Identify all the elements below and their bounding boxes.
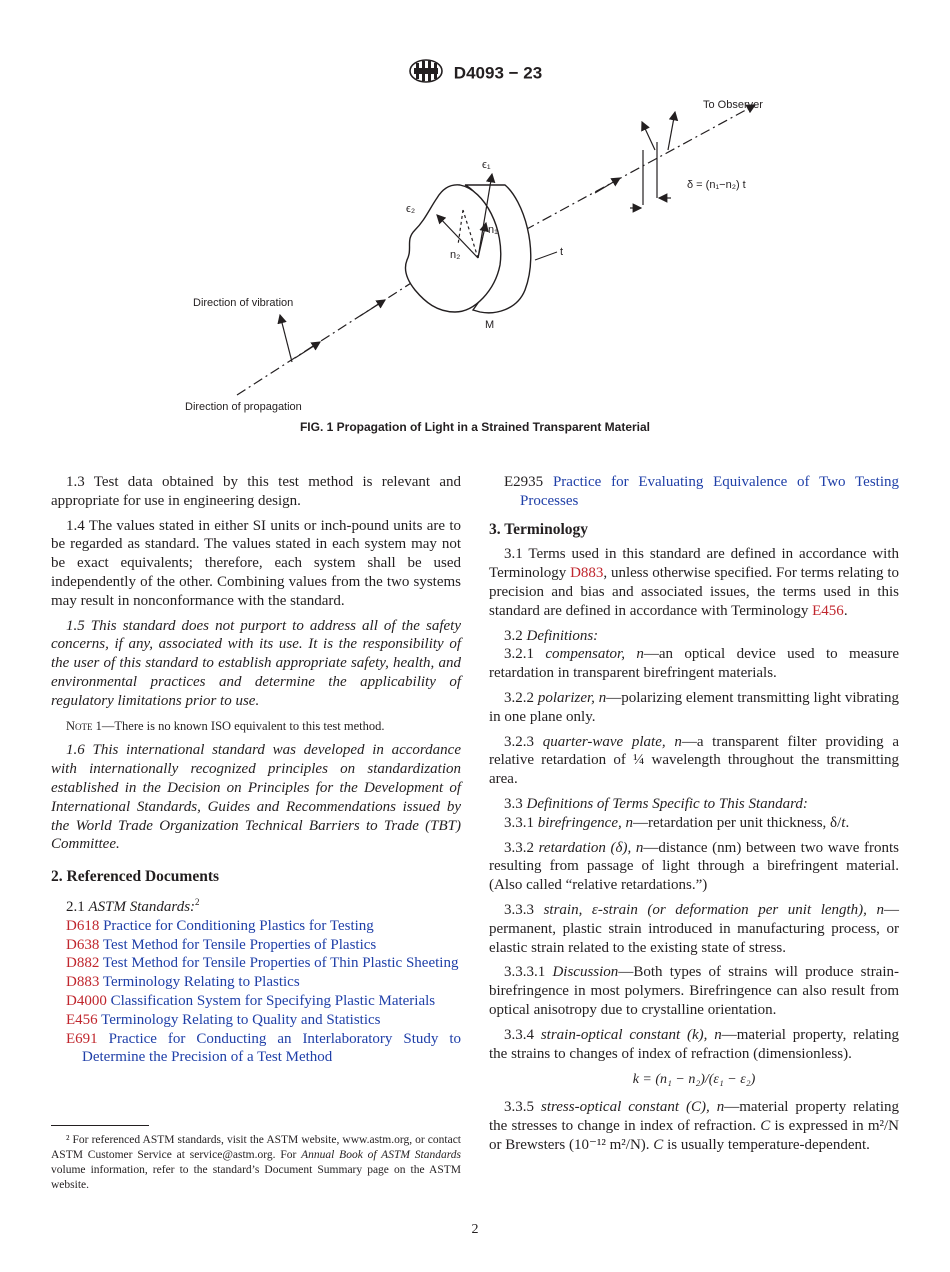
def-3-3-1: 3.3.1 birefringence, n—retardation per unit thickness, δ/t.: [504, 814, 850, 831]
note-label: Note 1: [66, 718, 102, 733]
label-eps1: ϵ₁: [482, 159, 491, 171]
reference-item[interactable]: D4000 Classification System for Specifying Plastic Materials: [66, 992, 436, 1009]
specimen-disk: [405, 185, 530, 313]
para-2-1: 2.1 ASTM Standards:$^2$: [66, 896, 200, 915]
reference-item[interactable]: D882 Test Method for Tensile Properties of Thin Plastic Sheeting: [66, 955, 459, 972]
def-3-3-5: 3.3.5 stress-optical constant (C), n—material property relating the stresses to change in index of refraction. C is expressed in m²/N or Brewsters (10⁻¹² m²/N). C is usually temperature-dependent.: [489, 1099, 900, 1153]
para-3-3: 3.3 Definitions of Terms Specific to This Standard:: [504, 795, 808, 812]
label-m: M: [485, 319, 495, 331]
label-n2: n₂: [450, 249, 461, 261]
designation: D4093 − 23: [453, 63, 543, 83]
para-1-3: 1.3 Test data obtained by this test method is relevant and appropriate for use in engineering design.: [51, 474, 461, 509]
note-1: [51, 717, 461, 736]
label-direction-vibration: Direction of vibration: [193, 297, 294, 309]
page-header: [0, 58, 950, 89]
vibration-arrow: [280, 315, 292, 362]
def-3-3-2: 3.3.2 retardation (δ), n—distance (nm) between two wave fronts resulting from passage of light through a birefringent material. (Also called “relative retardations.”): [489, 839, 900, 894]
link-e456[interactable]: E456: [812, 602, 844, 619]
para-3-2: 3.2 Definitions:: [504, 627, 599, 644]
figure-1: [175, 90, 775, 420]
section-2-title: 2. Referenced Documents: [51, 868, 220, 886]
para-1-4: 1.4 The values stated in either SI units or inch-pound units are to be regarded as standard. The values stated in each system may not be exact equivalents; therefore, each system shall be used independently of the other. Combining values from the two systems may result in nonconformance with the standard.: [51, 517, 461, 609]
reference-item[interactable]: D618 Practice for Conditioning Plastics for Testing: [66, 917, 374, 934]
para-3-1: 3.1 Terms used in this standard are defined in accordance with Terminology D883, unless otherwise specified. For terms relating to precision and bias and associated issues, the terms used in this standard are defined in accordance with Terminology E456.: [489, 546, 899, 619]
label-direction-propagation: Direction of propagation: [185, 401, 302, 413]
equation-k: k = (n₁ − n₂)/(ε₁ − ε₂): [632, 1072, 756, 1088]
para-1-6: 1.6 This international standard was developed in accordance with internationally recognized principles on standardization established in the Decision on Principles for the Development of International Standards, Guides and Recommendations issued by the World Trade Organization Technical Barriers to Trade (TBT) Committee.: [51, 742, 461, 853]
label-eps2: ϵ₂: [406, 203, 416, 215]
def-3-3-4: 3.3.4 strain-optical constant (k), n—material property, relating the strains to changes of index of refraction (dimensionless).: [489, 1026, 899, 1062]
retardation-marker: [630, 142, 671, 208]
label-delta: δ = (n₁−n₂) t: [687, 179, 746, 191]
reference-list: [51, 917, 461, 1067]
para-1-5: 1.5 This standard does not purport to address all of the safety concerns, if any, associated with its use. It is the responsibility of the user of this standard to establish appropriate safety, health, and environmental practices and determine the applicability of regulatory limitations prior to use.: [51, 617, 461, 709]
observer-arrows: [642, 112, 675, 150]
footnote-2: ² For referenced ASTM standards, visit the ASTM website, www.astm.org, or contact ASTM Customer Service at service@astm.org. For Annual Book of ASTM Standards volume information, refer to the standard’s Document Summary page on the ASTM website.: [51, 1134, 461, 1191]
astm-logo-icon: [408, 58, 444, 89]
def-3-3-3-1: 3.3.3.1 Discussion—Both types of strains will produce strain-birefringence in most polymers. Birefringence can also result from optical anisotropy due to crystalline orientation.: [489, 964, 900, 1018]
note-text: —There is no known ISO equivalent to this test method.: [101, 718, 385, 733]
reference-item[interactable]: D883 Terminology Relating to Plastics: [66, 974, 300, 991]
def-3-2-2: 3.2.2 polarizer, n—polarizing element transmitting light vibrating in one plane only.: [489, 689, 899, 725]
figure-caption: FIG. 1 Propagation of Light in a Strained Transparent Material: [299, 420, 651, 434]
reference-item-e2935[interactable]: E2935 Practice for Evaluating Equivalence of Two Testing Processes: [504, 474, 899, 509]
reference-item[interactable]: E691 Practice for Conducting an Interlaboratory Study to Determine the Precision of a Test Method: [66, 1030, 461, 1066]
label-n1: n₁: [488, 224, 498, 236]
reference-item[interactable]: D638 Test Method for Tensile Properties of Plastics: [66, 936, 377, 953]
def-3-3-3: 3.3.3 strain, ε-strain (or deformation per unit length), n—permanent, plastic strain introduced in manufacturing process, or elastic strain related to the existing state of stress.: [489, 901, 900, 956]
def-3-2-3: 3.2.3 quarter-wave plate, n—a transparent filter providing a relative retardation of ¼ wavelength throughout the transmitting area.: [489, 733, 900, 788]
link-d883[interactable]: D883: [570, 565, 604, 582]
reference-item[interactable]: E456 Terminology Relating to Quality and Statistics: [66, 1011, 381, 1028]
footnote-rule: [51, 1125, 149, 1126]
left-column: [51, 473, 461, 1067]
label-to-observer: To Observer: [703, 99, 763, 111]
right-column: [489, 473, 899, 1161]
section-3-title: 3. Terminology: [489, 520, 589, 538]
page-number: 2: [471, 1222, 479, 1237]
def-3-2-1: 3.2.1 compensator, n—an optical device used to measure retardation in transparent birefringent materials.: [489, 646, 900, 682]
label-t: t: [560, 246, 564, 258]
